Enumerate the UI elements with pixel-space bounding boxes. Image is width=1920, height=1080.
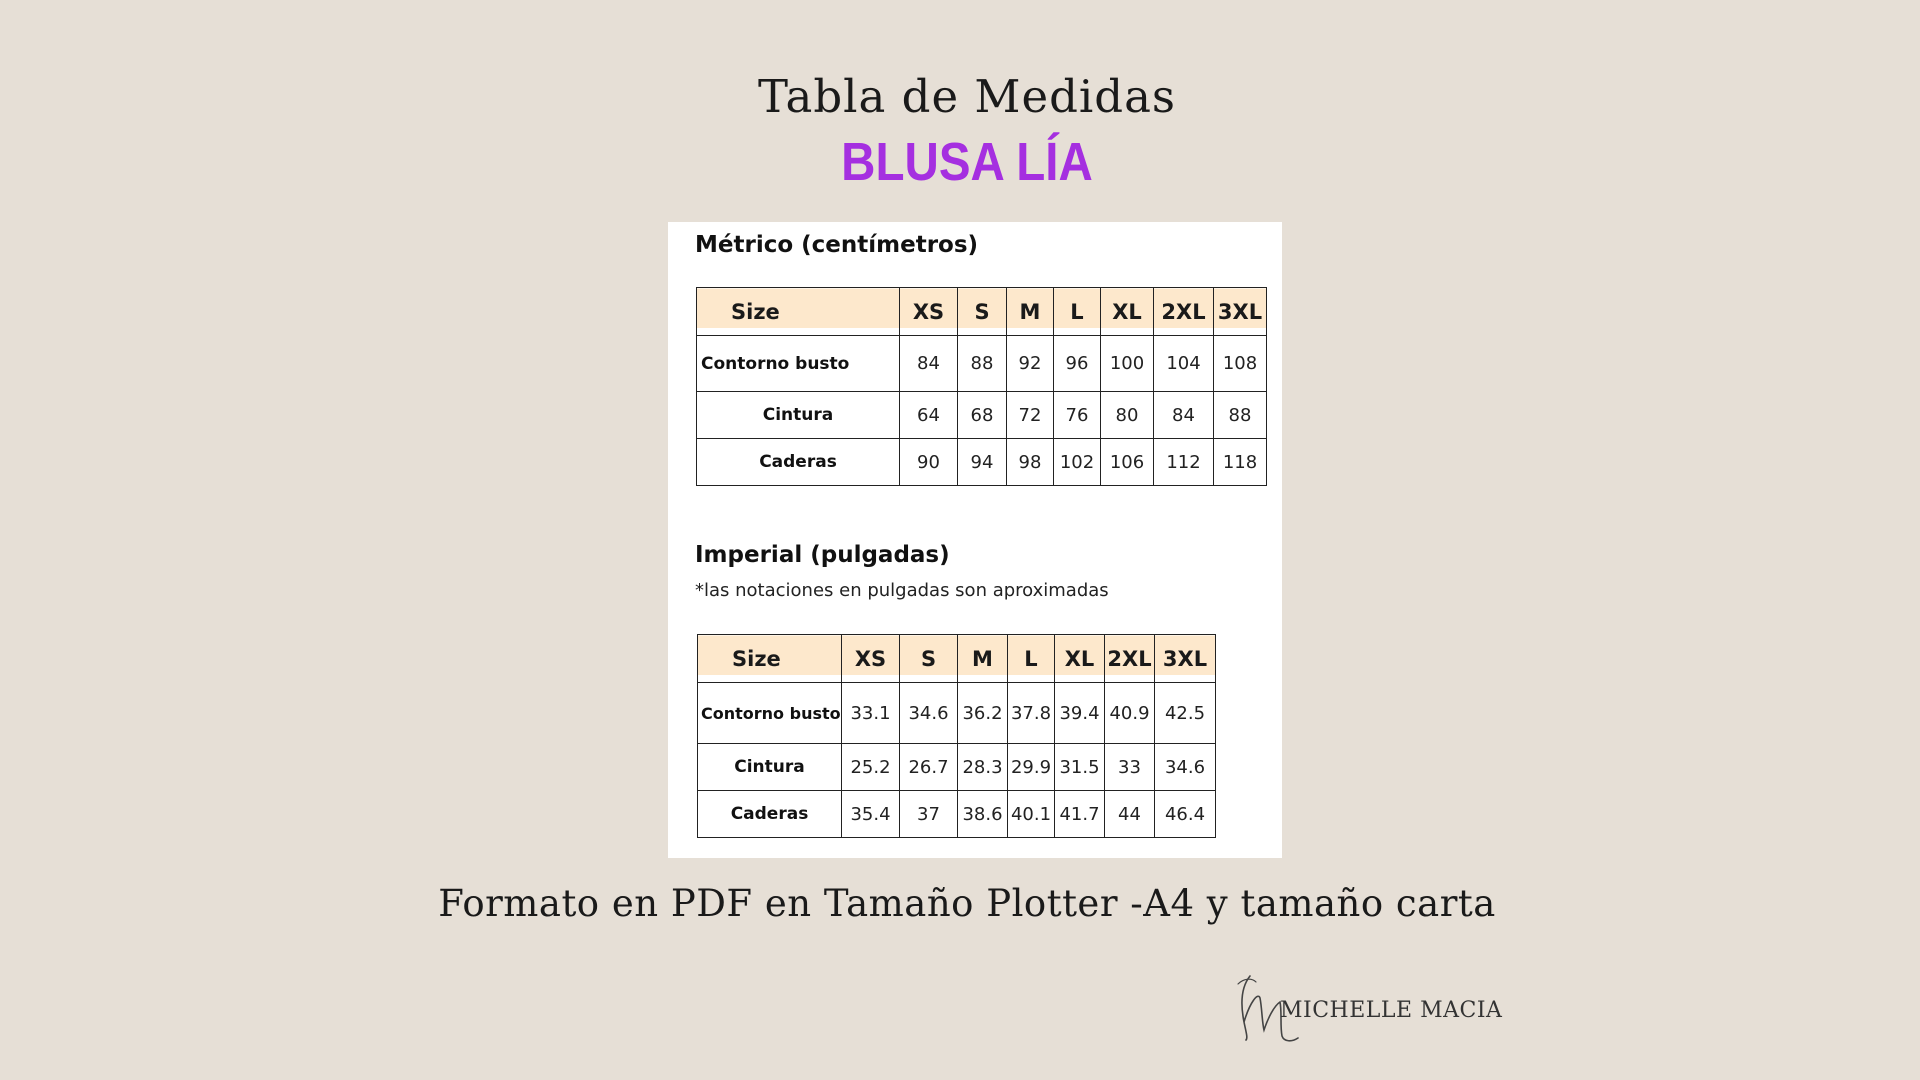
cell: 42.5 <box>1155 683 1216 744</box>
cell: 76 <box>1054 392 1101 439</box>
imperial-col-2xl: 2XL <box>1105 635 1155 683</box>
cell: 34.6 <box>1155 744 1216 791</box>
row-label: Contorno busto <box>698 683 842 744</box>
cell: 88 <box>1214 392 1267 439</box>
metric-col-3xl: 3XL <box>1214 288 1267 336</box>
brand-name: MICHELLE MACIA <box>1280 998 1503 1023</box>
imperial-heading: Imperial (pulgadas) <box>695 542 950 568</box>
row-label: Contorno busto <box>697 336 900 392</box>
imperial-size-table <box>697 634 1216 838</box>
cell: 25.2 <box>842 744 900 791</box>
cell: 112 <box>1154 439 1214 486</box>
cell: 106 <box>1101 439 1154 486</box>
metric-row-busto <box>697 336 1267 392</box>
imperial-col-size: Size <box>698 635 842 683</box>
metric-col-m: M <box>1007 288 1054 336</box>
imperial-col-l: L <box>1008 635 1055 683</box>
imperial-header-row <box>698 635 1216 683</box>
cell: 84 <box>900 336 958 392</box>
cell: 94 <box>958 439 1007 486</box>
imperial-col-3xl: 3XL <box>1155 635 1216 683</box>
cell: 98 <box>1007 439 1054 486</box>
cell: 26.7 <box>900 744 958 791</box>
row-label: Caderas <box>698 791 842 838</box>
cell: 33 <box>1105 744 1155 791</box>
metric-row-caderas <box>697 439 1267 486</box>
page-title: Tabla de Medidas <box>757 70 1177 123</box>
cell: 38.6 <box>958 791 1008 838</box>
metric-col-xs: XS <box>900 288 958 336</box>
cell: 34.6 <box>900 683 958 744</box>
row-label: Caderas <box>697 439 900 486</box>
cell: 37.8 <box>1008 683 1055 744</box>
cell: 72 <box>1007 392 1054 439</box>
imperial-col-xs: XS <box>842 635 900 683</box>
imperial-row-caderas <box>698 791 1216 838</box>
cell: 84 <box>1154 392 1214 439</box>
format-caption: Formato en PDF en Tamaño Plotter -A4 y tamaño carta <box>438 882 1496 925</box>
imperial-col-s: S <box>900 635 958 683</box>
metric-col-s: S <box>958 288 1007 336</box>
cell: 39.4 <box>1055 683 1105 744</box>
metric-col-xl: XL <box>1101 288 1154 336</box>
cell: 40.9 <box>1105 683 1155 744</box>
cell: 92 <box>1007 336 1054 392</box>
cell: 31.5 <box>1055 744 1105 791</box>
cell: 46.4 <box>1155 791 1216 838</box>
row-label: Cintura <box>697 392 900 439</box>
cell: 104 <box>1154 336 1214 392</box>
metric-header-row <box>697 288 1267 336</box>
cell: 28.3 <box>958 744 1008 791</box>
metric-col-2xl: 2XL <box>1154 288 1214 336</box>
product-name: BLUSA LÍA <box>841 132 1093 192</box>
cell: 90 <box>900 439 958 486</box>
cell: 29.9 <box>1008 744 1055 791</box>
cell: 100 <box>1101 336 1154 392</box>
cell: 118 <box>1214 439 1267 486</box>
metric-size-table <box>696 287 1267 486</box>
metric-row-cintura <box>697 392 1267 439</box>
size-chart-card <box>668 222 1282 858</box>
metric-heading: Métrico (centímetros) <box>695 232 979 258</box>
cell: 37 <box>900 791 958 838</box>
imperial-col-m: M <box>958 635 1008 683</box>
cell: 102 <box>1054 439 1101 486</box>
imperial-note: *las notaciones en pulgadas son aproximadas <box>695 580 1109 601</box>
row-label: Cintura <box>698 744 842 791</box>
metric-col-l: L <box>1054 288 1101 336</box>
cell: 108 <box>1214 336 1267 392</box>
imperial-row-cintura <box>698 744 1216 791</box>
cell: 33.1 <box>842 683 900 744</box>
cell: 44 <box>1105 791 1155 838</box>
brand-logo <box>1236 972 1503 1042</box>
cell: 96 <box>1054 336 1101 392</box>
cell: 68 <box>958 392 1007 439</box>
metric-col-size: Size <box>697 288 900 336</box>
cell: 64 <box>900 392 958 439</box>
cell: 88 <box>958 336 1007 392</box>
cell: 41.7 <box>1055 791 1105 838</box>
cell: 36.2 <box>958 683 1008 744</box>
imperial-col-xl: XL <box>1055 635 1105 683</box>
cell: 40.1 <box>1008 791 1055 838</box>
imperial-row-busto <box>698 683 1216 744</box>
cell: 80 <box>1101 392 1154 439</box>
cell: 35.4 <box>842 791 900 838</box>
